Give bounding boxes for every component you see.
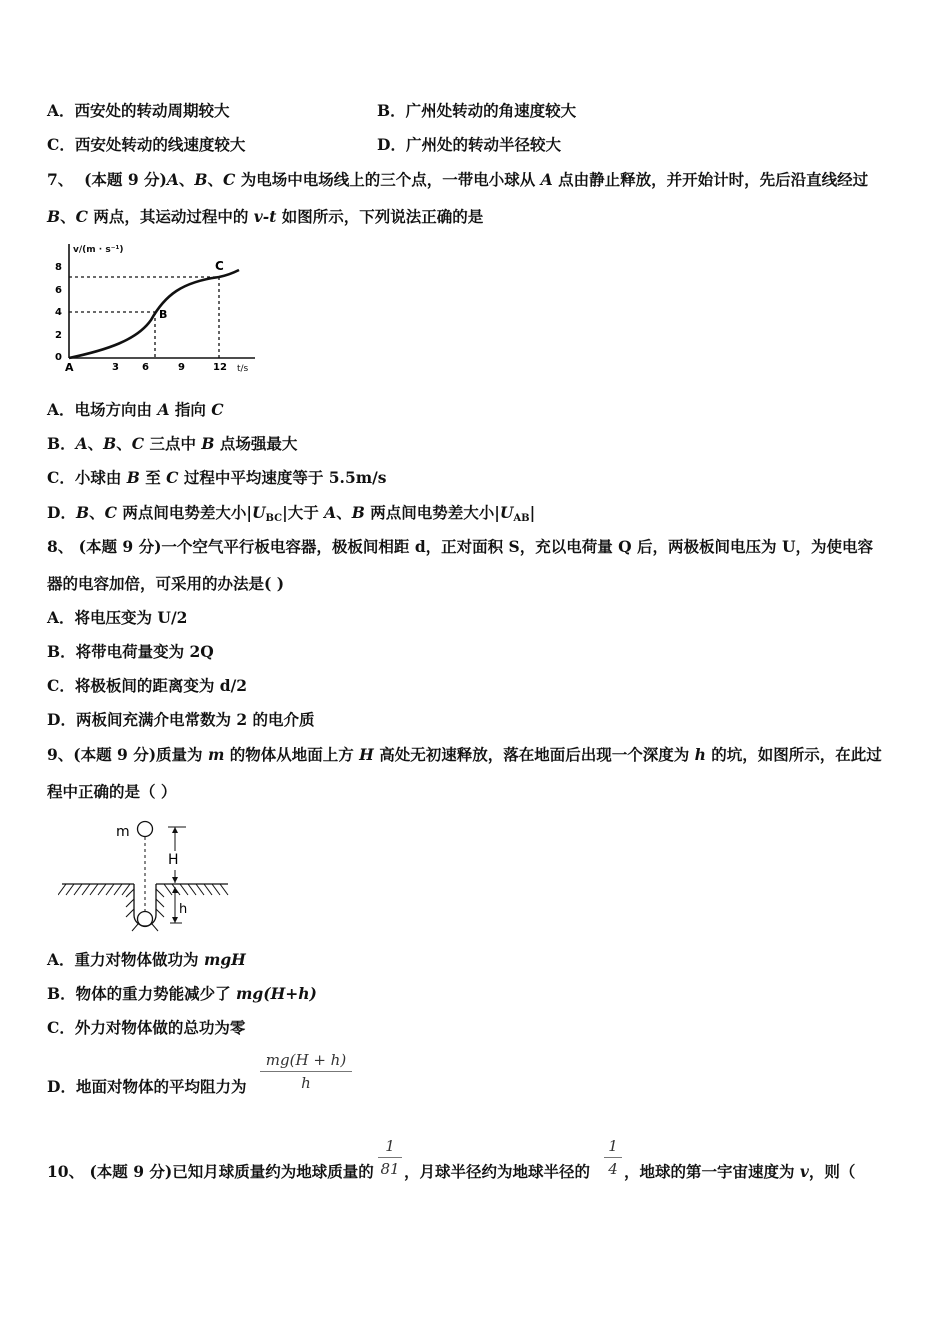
q9-option-d-fraction [260,1051,352,1092]
q7-stem-line1: 7、 (本题 9 分)A、B、C 为电场中电场线上的三个点，一带电小球从 A 点由静止释放，并开始计时，先后沿直线经过 [47,170,869,189]
q10-fraction-1-4: 1 4 [604,1137,622,1178]
x-tick-12: 12 [213,362,227,373]
q6-option-d: D．广州处的转动半径较大 [377,135,561,154]
q6-option-b: B．广州处转动的角速度较大 [377,101,577,120]
fraction-numerator: mg(H + h) [265,1051,347,1069]
ball-bottom [138,912,153,927]
q9-option-d: D．地面对物体的平均阻力为 [47,1077,247,1096]
x-axis-label: t/s [237,364,249,374]
fraction-bar [260,1071,352,1072]
q7-option-a: A．电场方向由 A 指向 C [47,400,224,419]
q8-option-d: D．两板间充满介电常数为 2 的电介质 [47,710,315,729]
q6-option-a: A．西安处的转动周期较大 [47,101,230,120]
q10-stem-part1: 10、 (本题 9 分)已知月球质量约为地球质量的 [47,1162,374,1181]
ball-top [138,822,153,837]
point-a-label: A [65,361,74,374]
q10-stem-part3: ，地球的第一宇宙速度为 v，则（ [624,1162,856,1181]
q7-option-c: C．小球由 B 至 C 过程中平均速度等于 5.5m/s [47,468,387,487]
h-arrow-head-up [172,887,178,893]
q8-stem-line2: 器的电容加倍，可采用的办法是( ) [47,574,285,593]
q10-stem-part2: ，月球半径约为地球半径的 [404,1162,591,1181]
y-tick-6: 6 [55,285,62,296]
y-tick-4: 4 [55,307,62,318]
q8-stem-line1: 8、 (本题 9 分)一个空气平行板电容器，极板间相距 d，正对面积 S，充以电荷量 Q 后，两极板间电压为 U，为使电容 [47,537,873,556]
q8-option-c: C．将极板间的距离变为 d/2 [47,676,248,695]
y-axis-label: v/(m · s⁻¹) [73,245,124,255]
q7-option-d: D．B、C 两点间电势差大小$|U_{BC}|$大于 A、B 两点间电势差大小$|U_{AB}|$ [47,503,536,524]
x-tick-3: 3 [112,362,119,373]
y-tick-8: 8 [55,262,62,273]
fig-H-label: H [168,852,179,868]
q9-option-b: B．物体的重力势能减少了 mg(H+h) [47,984,317,1003]
q6-option-c: C．西安处转动的线速度较大 [47,135,246,154]
q7-vt-graph [47,240,262,375]
q9-option-c: C．外力对物体做的总功为零 [47,1018,246,1037]
x-tick-9: 9 [178,362,185,373]
H-arrow-head-down [172,877,178,883]
q7-stem-line2: B、C 两点，其运动过程中的 v-t 如图所示，下列说法正确的是 [47,207,484,226]
ground-hatching-left [58,884,130,895]
fraction-denominator: h [301,1074,311,1092]
q9-stem-line2: 程中正确的是（ ） [47,782,177,801]
q9-stem-line1: 9、(本题 9 分)质量为 m 的物体从地面上方 H 高处无初速释放，落在地面后出现一个深度为 h 的坑，如图所示，在此过 [47,745,882,764]
fig-h-label: h [179,902,188,917]
q8-option-b: B．将带电荷量变为 2Q [47,642,214,661]
vt-curve [69,270,239,358]
x-tick-6: 6 [142,362,149,373]
q9-fall-figure [58,815,233,935]
fig-mass-label: m [116,824,130,840]
y-tick-0: 0 [55,352,62,363]
h-arrow-head-down [172,917,178,923]
q8-option-a: A．将电压变为 U/2 [47,608,188,627]
q9-option-a: A．重力对物体做功为 mgH [47,950,246,969]
ground-hatching-right [164,884,228,895]
q10-fraction-1-81: 1 81 [378,1137,402,1178]
point-c-label: C [215,259,224,273]
y-tick-2: 2 [55,330,62,341]
H-arrow-head-up [172,827,178,833]
point-b-label: B [159,308,168,321]
q7-option-b: B．A、B、C 三点中 B 点场强最大 [47,434,298,453]
